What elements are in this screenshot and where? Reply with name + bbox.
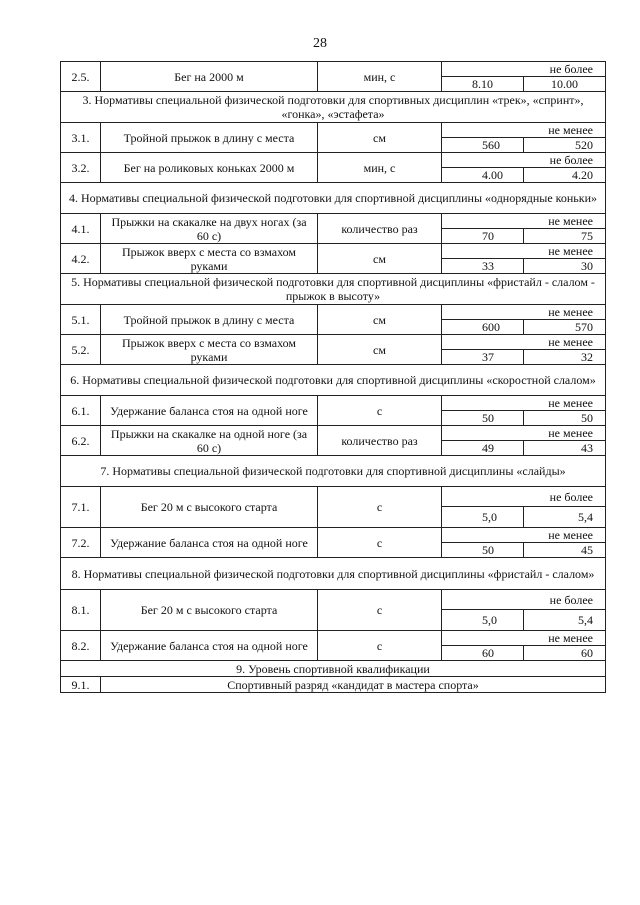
row-number: 3.1. <box>61 123 101 153</box>
exercise-name: Прыжки на скакалке на двух ногах (за 60 с) <box>101 214 318 244</box>
value-2: 60 <box>524 646 606 661</box>
table-row <box>61 677 606 693</box>
section-header: 4. Нормативы специальной физической подготовки для спортивной дисциплины «однорядные коньки» <box>61 183 606 214</box>
value-2: 43 <box>524 441 606 456</box>
section-header: 7. Нормативы специальной физической подготовки для спортивной дисциплины «слайды» <box>61 456 606 487</box>
exercise-name: Прыжок вверх с места со взмахом руками <box>101 244 318 274</box>
table-row <box>61 487 606 507</box>
value-1: 37 <box>442 350 524 365</box>
value-2: 32 <box>524 350 606 365</box>
row-number: 4.2. <box>61 244 101 274</box>
condition: не менее <box>442 396 606 411</box>
row-number: 5.2. <box>61 335 101 365</box>
unit: см <box>318 123 442 153</box>
unit: количество раз <box>318 214 442 244</box>
value-2: 5,4 <box>524 610 606 631</box>
page-number: 28 <box>313 36 327 51</box>
value-2: 30 <box>524 259 606 274</box>
unit: с <box>318 487 442 528</box>
unit: мин, с <box>318 62 442 92</box>
exercise-name: Прыжок вверх с места со взмахом руками <box>101 335 318 365</box>
value-1: 5,0 <box>442 507 524 528</box>
condition: не менее <box>442 528 606 543</box>
exercise-name: Бег на роликовых коньках 2000 м <box>101 153 318 183</box>
exercise-name: Тройной прыжок в длину с места <box>101 123 318 153</box>
table-row <box>61 244 606 259</box>
value-2: 570 <box>524 320 606 335</box>
value-2: 4.20 <box>524 168 606 183</box>
row-number: 3.2. <box>61 153 101 183</box>
value-1: 560 <box>442 138 524 153</box>
unit: мин, с <box>318 153 442 183</box>
value-1: 8.10 <box>442 77 524 92</box>
unit: с <box>318 396 442 426</box>
condition: не менее <box>442 426 606 441</box>
table-row <box>61 153 606 168</box>
unit: см <box>318 335 442 365</box>
value-1: 50 <box>442 543 524 558</box>
table-row <box>61 528 606 543</box>
exercise-name: Бег 20 м с высокого старта <box>101 487 318 528</box>
qualification-name: Спортивный разряд «кандидат в мастера спорта» <box>101 677 606 693</box>
table-row <box>61 62 606 77</box>
condition: не менее <box>442 305 606 320</box>
exercise-name: Бег 20 м с высокого старта <box>101 590 318 631</box>
value-2: 45 <box>524 543 606 558</box>
section-header: 9. Уровень спортивной квалификации <box>61 661 606 677</box>
section-header: 3. Нормативы специальной физической подготовки для спортивных дисциплин «трек», «спринт», «гонка», «эстафета» <box>61 92 606 123</box>
row-number: 8.1. <box>61 590 101 631</box>
value-1: 4.00 <box>442 168 524 183</box>
condition: не менее <box>442 244 606 259</box>
value-1: 50 <box>442 411 524 426</box>
condition: не более <box>442 153 606 168</box>
row-number: 7.1. <box>61 487 101 528</box>
condition: не менее <box>442 214 606 229</box>
value-1: 33 <box>442 259 524 274</box>
row-number: 7.2. <box>61 528 101 558</box>
row-number: 4.1. <box>61 214 101 244</box>
exercise-name: Бег на 2000 м <box>101 62 318 92</box>
unit: количество раз <box>318 426 442 456</box>
value-2: 50 <box>524 411 606 426</box>
table-row <box>61 631 606 646</box>
table-row <box>61 590 606 610</box>
table-row <box>61 335 606 350</box>
unit: с <box>318 631 442 661</box>
value-1: 5,0 <box>442 610 524 631</box>
exercise-name: Тройной прыжок в длину с места <box>101 305 318 335</box>
table-row <box>61 123 606 138</box>
row-number: 6.1. <box>61 396 101 426</box>
condition: не более <box>442 62 606 77</box>
norms-table <box>60 61 606 693</box>
section-header: 5. Нормативы специальной физической подготовки для спортивной дисциплины «фристайл - слалом - прыжок в высоту» <box>61 274 606 305</box>
condition: не более <box>442 487 606 507</box>
exercise-name: Прыжки на скакалке на одной ноге (за 60 с) <box>101 426 318 456</box>
row-number: 8.2. <box>61 631 101 661</box>
condition: не менее <box>442 335 606 350</box>
value-2: 10.00 <box>524 77 606 92</box>
table-row <box>61 426 606 441</box>
table-row <box>61 396 606 411</box>
unit: см <box>318 305 442 335</box>
value-1: 49 <box>442 441 524 456</box>
exercise-name: Удержание баланса стоя на одной ноге <box>101 528 318 558</box>
exercise-name: Удержание баланса стоя на одной ноге <box>101 396 318 426</box>
section-header: 6. Нормативы специальной физической подготовки для спортивной дисциплины «скоростной слалом» <box>61 365 606 396</box>
condition: не менее <box>442 123 606 138</box>
table-row <box>61 214 606 229</box>
condition: не более <box>442 590 606 610</box>
unit: с <box>318 590 442 631</box>
value-2: 520 <box>524 138 606 153</box>
row-number: 9.1. <box>61 677 101 693</box>
value-1: 600 <box>442 320 524 335</box>
exercise-name: Удержание баланса стоя на одной ноге <box>101 631 318 661</box>
value-1: 70 <box>442 229 524 244</box>
row-number: 5.1. <box>61 305 101 335</box>
value-2: 5,4 <box>524 507 606 528</box>
unit: с <box>318 528 442 558</box>
row-number: 6.2. <box>61 426 101 456</box>
value-2: 75 <box>524 229 606 244</box>
section-header: 8. Нормативы специальной физической подготовки для спортивной дисциплины «фристайл - слалом» <box>61 558 606 590</box>
table-row <box>61 305 606 320</box>
row-number: 2.5. <box>61 62 101 92</box>
unit: см <box>318 244 442 274</box>
condition: не менее <box>442 631 606 646</box>
value-1: 60 <box>442 646 524 661</box>
